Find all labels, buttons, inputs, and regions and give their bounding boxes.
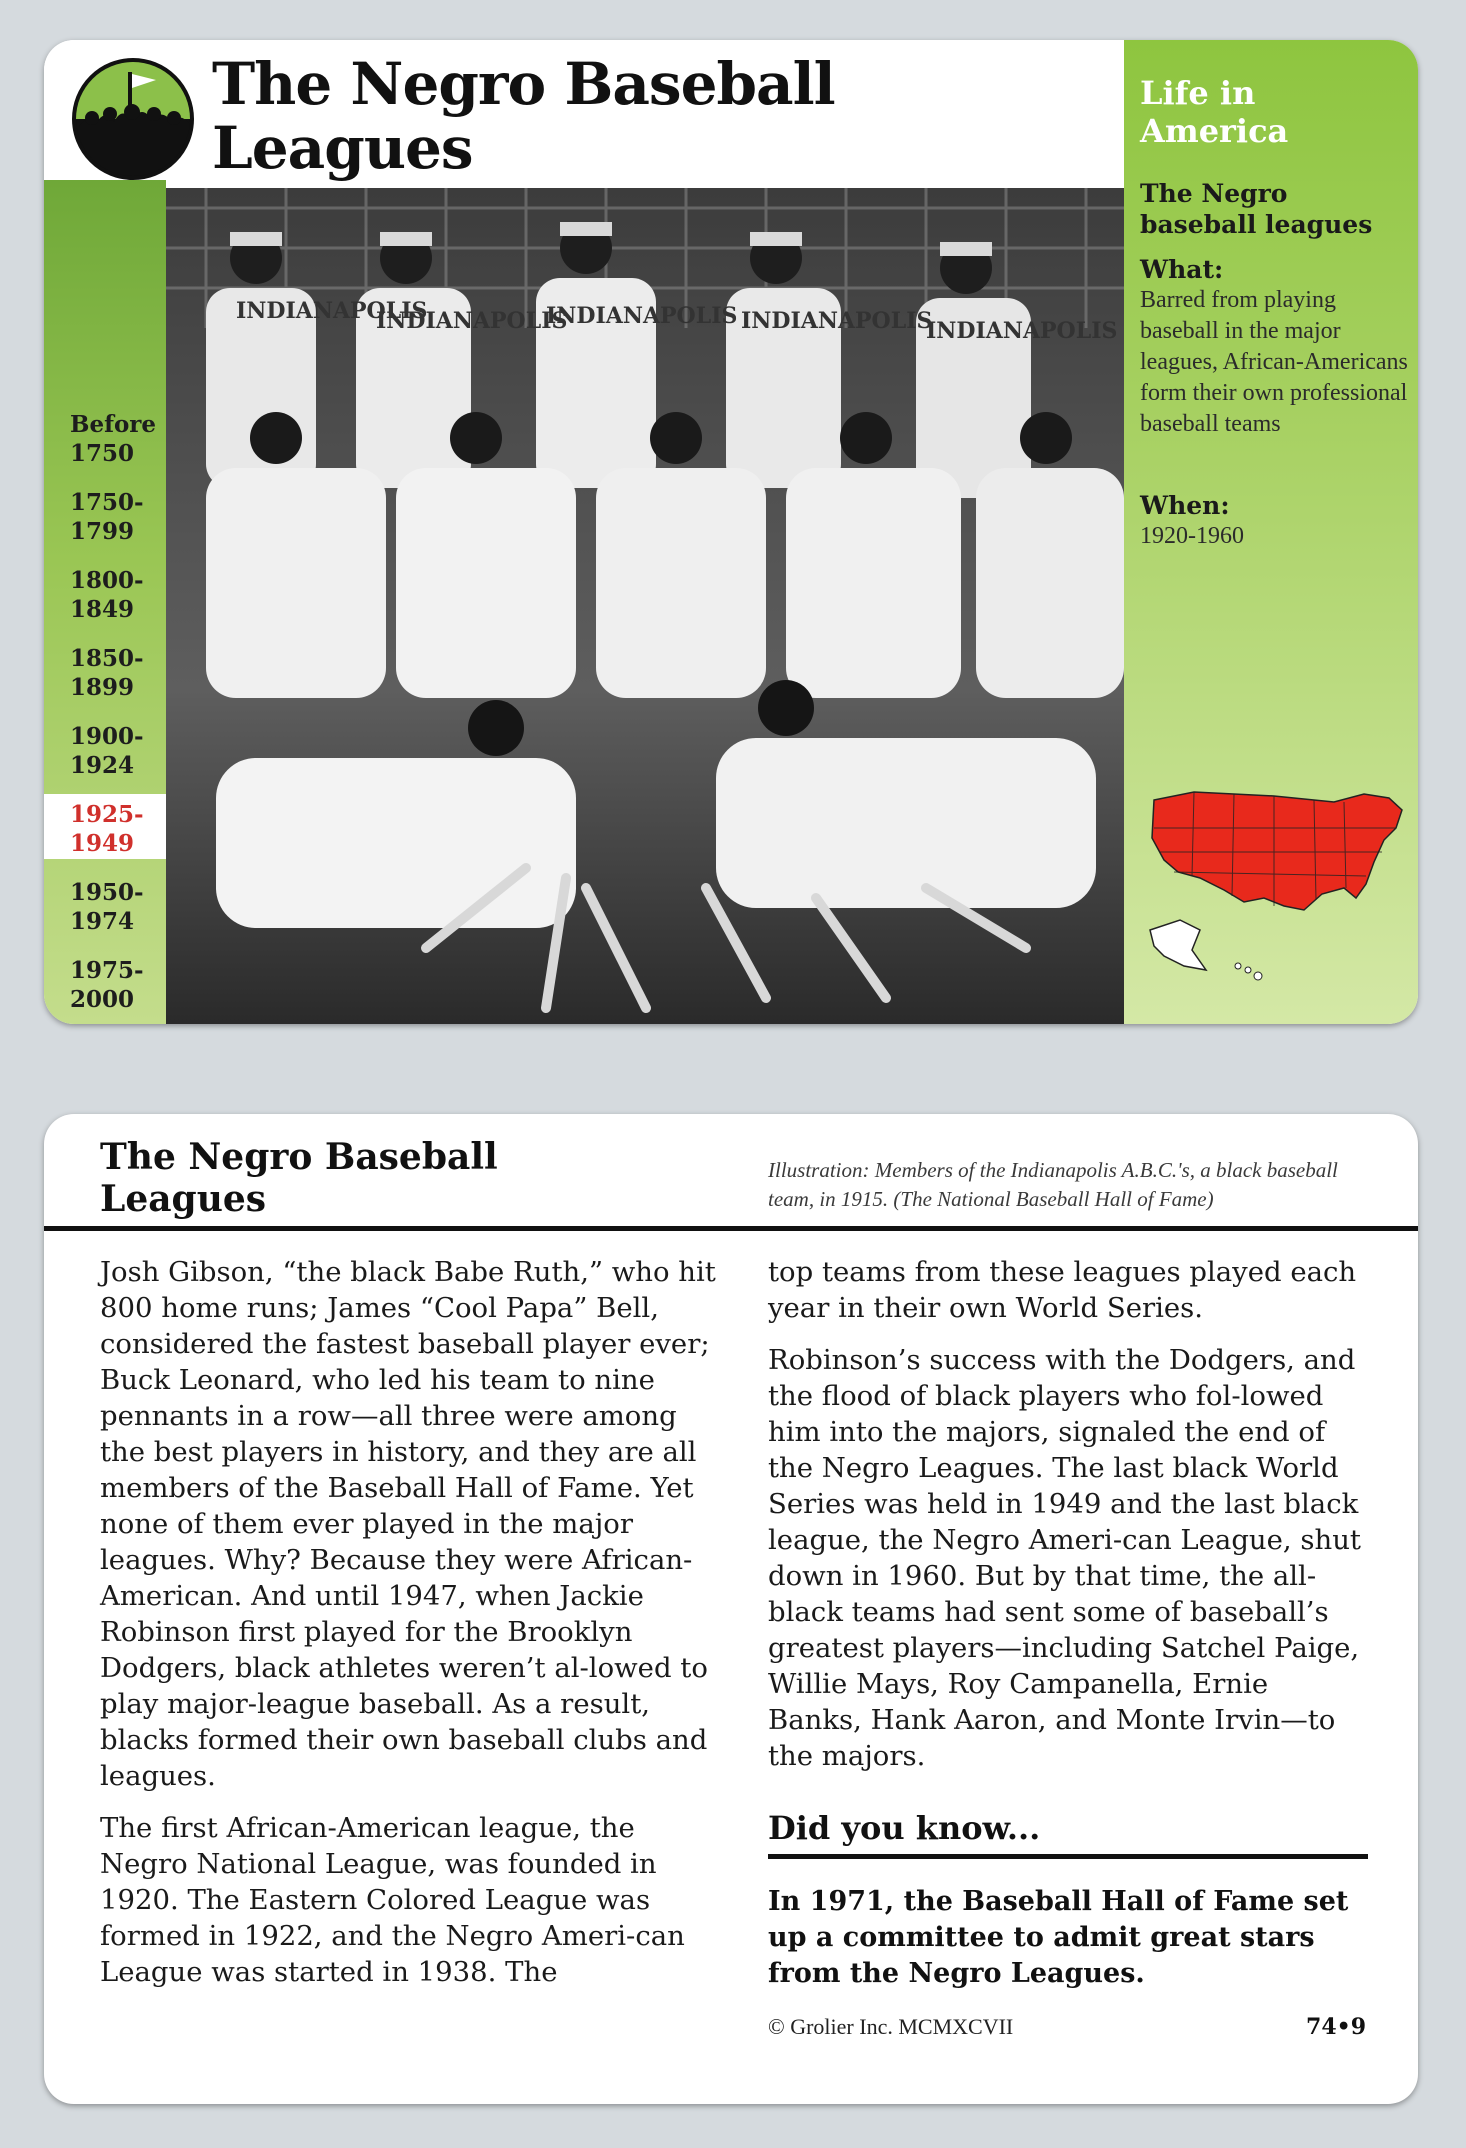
category-line2: America: [1140, 112, 1289, 150]
copyright: © Grolier Inc. MCMXCVII: [768, 2014, 1014, 2039]
crowd-logo-icon: [72, 58, 194, 180]
back-title-line1: The Negro Baseball: [100, 1136, 498, 1178]
front-title-line1: The Negro Baseball: [212, 50, 835, 118]
back-title-line2: Leagues: [100, 1178, 267, 1220]
team-photo-illustration: [166, 188, 1124, 1024]
back-card: [44, 1114, 1418, 2104]
timeline-item: [44, 560, 166, 625]
timeline-item: [44, 794, 166, 859]
timeline-bar: [44, 180, 166, 1024]
front-title-line2: Leagues: [212, 114, 473, 182]
card-number: 74•9: [1306, 2014, 1366, 2040]
timeline-item: [44, 404, 166, 469]
jersey-text-5: INDIANAPOLIS: [926, 318, 1118, 344]
front-card: [44, 40, 1418, 1024]
text-column-left: [100, 1254, 720, 2006]
timeline-item-line1: 1950-: [70, 879, 144, 906]
timeline-item-line2: 1750: [70, 440, 135, 467]
front-title: [212, 52, 835, 180]
when-label: When:: [1140, 491, 1230, 520]
team-photo: [166, 188, 1124, 1024]
category-heading: [1140, 74, 1288, 150]
category-line1: Life in: [1140, 74, 1256, 112]
timeline-item: [44, 638, 166, 703]
timeline-item: [44, 716, 166, 781]
timeline-item-line2: 1899: [70, 674, 135, 701]
subject-line1: The Negro: [1140, 179, 1288, 208]
did-you-know-divider: [768, 1854, 1368, 1859]
when-block: [1140, 490, 1410, 552]
timeline-item-line2: 1849: [70, 596, 135, 623]
paragraph-3: top teams from these leagues played each year in their own World Series.: [768, 1256, 1357, 1324]
timeline-item-line1: 1900-: [70, 723, 144, 750]
timeline-item: [44, 872, 166, 937]
what-text: Barred from playing baseball in the major leagues, African-Americans form their own professional baseball teams: [1140, 287, 1408, 437]
back-title: [100, 1136, 498, 1220]
jersey-text-3: INDIANAPOLIS: [546, 303, 738, 329]
paragraph-4: Robinson’s success with the Dodgers, and the flood of black players who fol-lowed him into the majors, signaled the end of the Negro Leagues. The last black World Series was held in 1949 and the last black league, the Negro Ameri-can League, shut down in 1960. But by that time, the all-black teams had sent some of baseball’s greatest players—including Satchel Paige, Willie Mays, Roy Campanella, Ernie Banks, Hank Aaron, and Monte Irvin—to the majors.: [768, 1344, 1361, 1772]
photo-credit: Illustration: Members of the Indianapolis A.B.C.'s, a black baseball team, in 1915. (The National Baseball Hall of Fame): [768, 1158, 1338, 1211]
timeline-item-line2: 1949: [70, 830, 135, 857]
subject-line2: baseball leagues: [1140, 210, 1373, 239]
jersey-text-1: INDIANAPOLIS: [236, 298, 428, 324]
timeline-item-line1: 1975-: [70, 957, 144, 984]
text-column-right: [768, 1254, 1370, 1790]
subject-block: [1140, 178, 1410, 240]
timeline-item-line2: 1974: [70, 908, 135, 935]
timeline-item-line1: 1800-: [70, 567, 144, 594]
jersey-text-4: INDIANAPOLIS: [741, 308, 933, 334]
timeline-item-line1: 1925-: [70, 801, 144, 828]
what-label: What:: [1140, 255, 1224, 284]
jersey-text-2: INDIANAPOLIS: [376, 308, 568, 334]
paragraph-1: Josh Gibson, “the black Babe Ruth,” who hit 800 home runs; James “Cool Papa” Bell, considered the fastest baseball player ever; Buck Leonard, who led his team to nine pennants in a row—all three were among the best players in history, and they are all members of the Baseball Hall of Fame. Yet none of them ever played in the major leagues. Why? Because they were African-American. And until 1947, when Jackie Robinson first played for the Brooklyn Dodgers, black athletes weren’t al-lowed to play major-league baseball. As a result, blacks formed their own baseball clubs and leagues.: [100, 1256, 716, 1792]
paragraph-2: The first African-American league, the Negro National League, was founded in 1920. The Eastern Colored League was formed in 1922, and the Negro Ameri-can League was started in 1938. The: [100, 1812, 685, 1988]
did-you-know-text: In 1971, the Baseball Hall of Fame set up a committee to admit great stars from the Negro Leagues.: [768, 1886, 1349, 1989]
timeline-item-line1: 1850-: [70, 645, 144, 672]
timeline-item-line2: 1799: [70, 518, 135, 545]
timeline-list: [44, 404, 166, 1024]
usa-map-icon: [1134, 780, 1414, 1000]
info-sidebar: [1124, 40, 1418, 1024]
header-divider: [44, 1226, 1418, 1231]
front-title-area: [44, 40, 1124, 182]
timeline-item: [44, 482, 166, 547]
when-text: 1920-1960: [1140, 523, 1244, 549]
timeline-item-line1: Before: [70, 411, 157, 438]
what-block: [1140, 254, 1410, 440]
timeline-item-line1: 1750-: [70, 489, 144, 516]
timeline-item-line2: 1924: [70, 752, 135, 779]
did-you-know-heading: Did you know...: [768, 1809, 1041, 1847]
timeline-item-line2: 2000: [70, 986, 135, 1013]
timeline-item: [44, 950, 166, 1015]
